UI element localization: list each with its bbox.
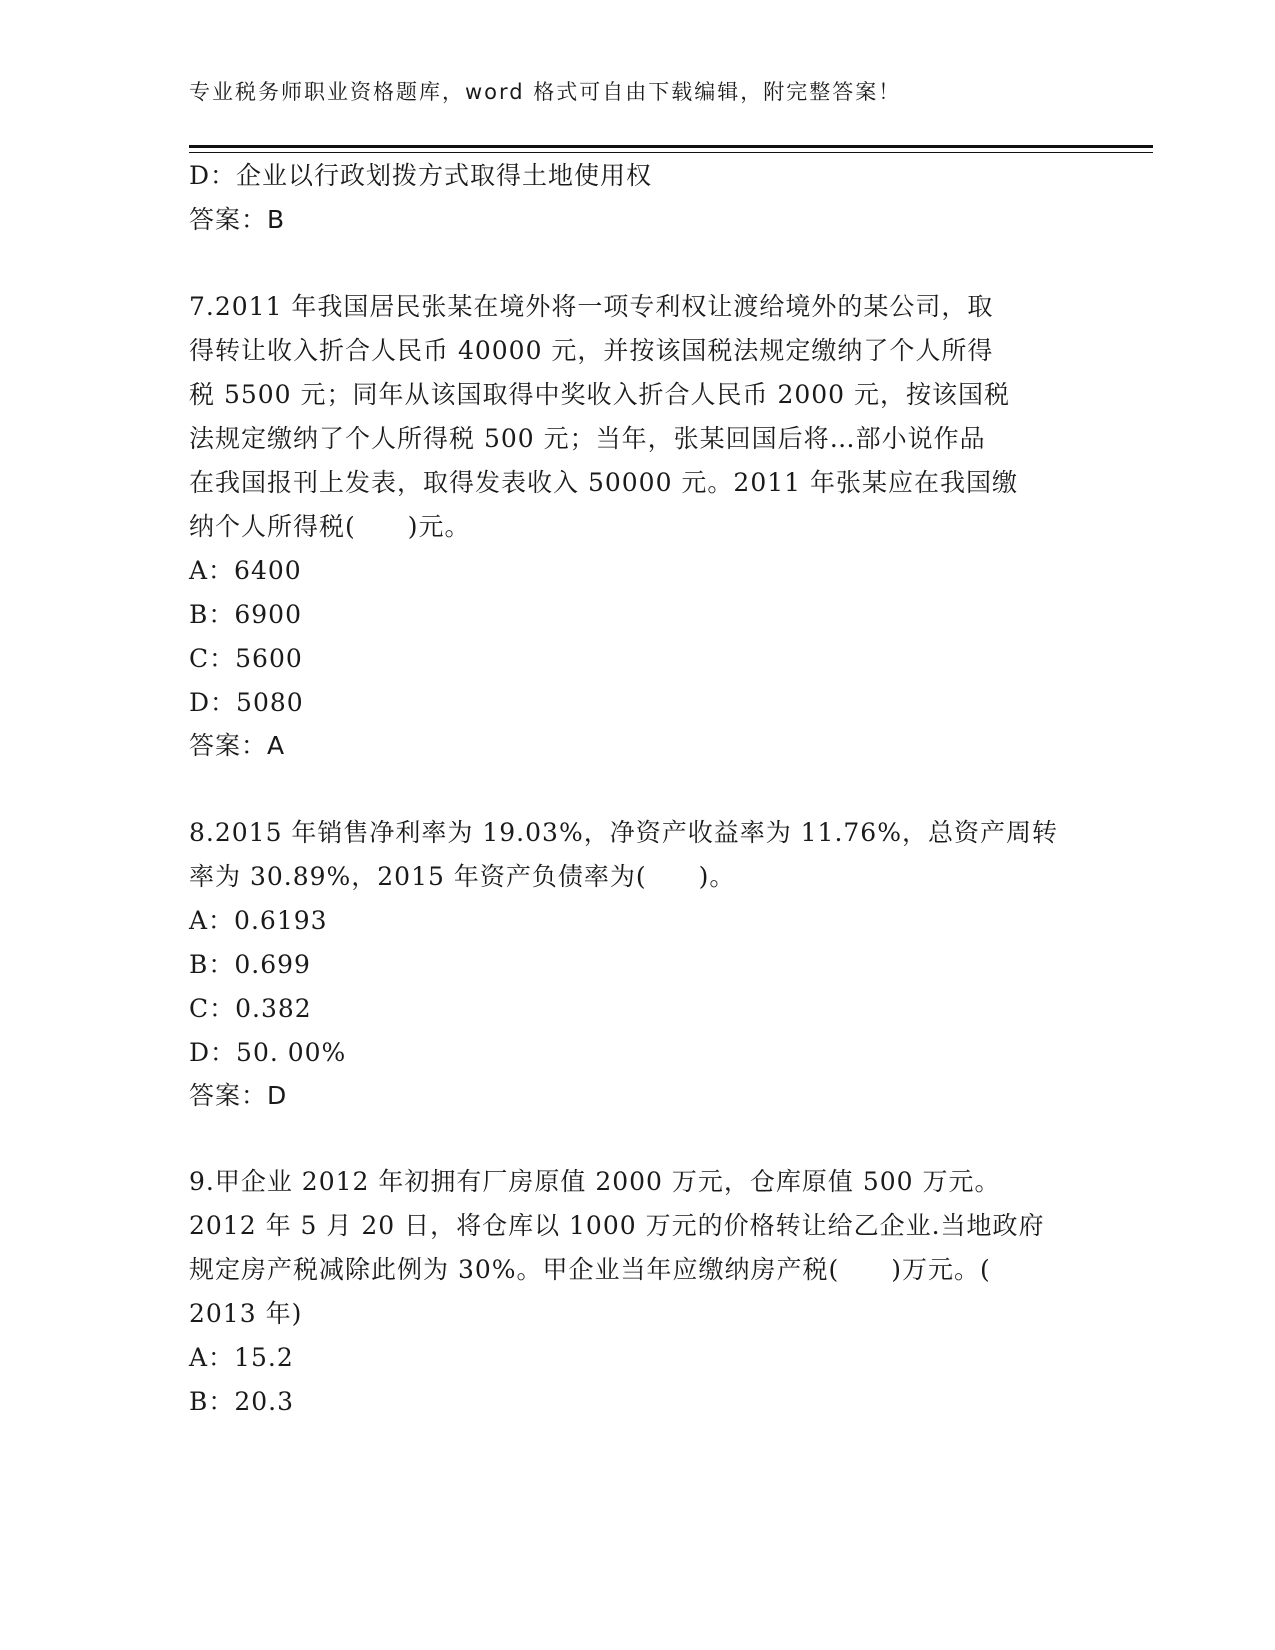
question-9-text-line: 规定房产税减除此例为 30%。甲企业当年应缴纳房产税( )万元。( <box>189 1255 991 1284</box>
question-9-text-line: 9.甲企业 2012 年初拥有厂房原值 2000 万元，仓库原值 500 万元。 <box>189 1167 1001 1196</box>
question-7-option-d: D：5080 <box>189 688 304 717</box>
question-8-option-d: D：50. 00% <box>189 1038 347 1067</box>
prev-question-answer: 答案：B <box>189 205 286 234</box>
question-9-option-b: B：20.3 <box>189 1387 295 1416</box>
question-9-text-line: 2012 年 5 月 20 日，将仓库以 1000 万元的价格转让给乙企业.当地政府 <box>189 1211 1045 1240</box>
question-8-option-b: B：0.699 <box>189 950 311 979</box>
question-7-text-line: 7.2011 年我国居民张某在境外将一项专利权让渡给境外的某公司，取 <box>189 292 994 321</box>
question-7-text-line: 得转让收入折合人民币 40000 元，并按该国税法规定缴纳了个人所得 <box>189 336 994 365</box>
question-7-option-b: B：6900 <box>189 600 302 629</box>
question-7-answer: 答案：A <box>189 731 286 760</box>
question-7-option-a: A：6400 <box>189 556 302 585</box>
question-7-option-c: C：5600 <box>189 644 303 673</box>
question-9-text-line: 2013 年) <box>189 1299 303 1328</box>
question-7-text-line: 纳个人所得税( )元。 <box>189 512 471 541</box>
question-8-answer: 答案：D <box>189 1081 288 1110</box>
question-8-option-a: A：0.6193 <box>189 906 328 935</box>
question-7-text-line: 税 5500 元；同年从该国取得中奖收入折合人民币 2000 元，按该国税 <box>189 380 1011 409</box>
prev-question-option-d: D：企业以行政划拨方式取得土地使用权 <box>189 161 653 190</box>
question-7-text-line: 在我国报刊上发表，取得发表收入 50000 元。2011 年张某应在我国缴 <box>189 468 1018 497</box>
question-7-text-line: 法规定缴纳了个人所得税 500 元；当年，张某回国后将…部小说作品 <box>189 424 986 453</box>
question-8-text-line: 率为 30.89%，2015 年资产负债率为( )。 <box>189 862 736 891</box>
question-8-option-c: C：0.382 <box>189 994 312 1023</box>
header-rule-thick <box>189 145 1153 148</box>
question-8-text-line: 8.2015 年销售净利率为 19.03%，净资产收益率为 11.76%，总资产周转 <box>189 818 1058 847</box>
question-9-option-a: A：15.2 <box>189 1343 294 1372</box>
header-rule-thin <box>189 152 1153 153</box>
page-header: 专业税务师职业资格题库，word 格式可自由下载编辑，附完整答案！ <box>189 80 902 104</box>
